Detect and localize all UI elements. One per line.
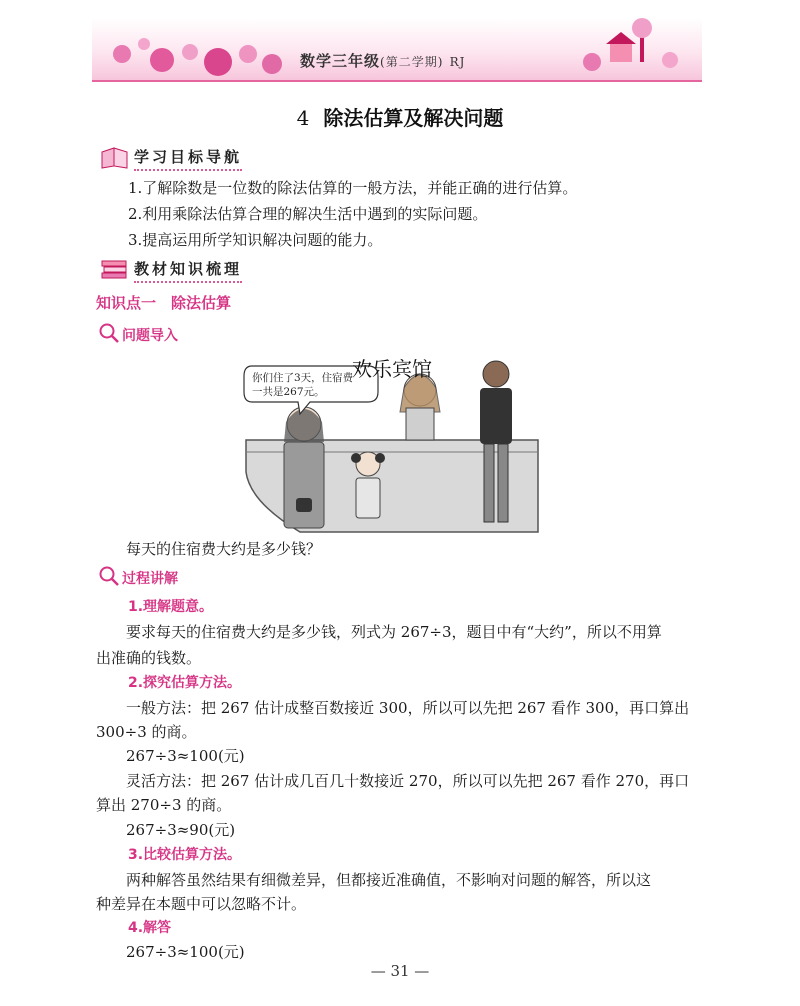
step-1-title: 1.理解题意。 <box>128 599 214 615</box>
knowledge-point-title: 知识点一 除法估算 <box>96 294 232 312</box>
tree-decoration-right <box>583 18 678 71</box>
step-1-text-b: 出准确的钱数。 <box>96 649 202 667</box>
step-2-general-a: 一般方法：把 267 估计成整百数接近 300，所以可以先把 267 看作 300，再口算出 <box>126 699 690 717</box>
flower-decoration-left <box>113 38 282 76</box>
book-title: 数学三年级 <box>300 52 381 70</box>
step-2-general-equation: 267÷3≈100(元) <box>126 747 245 765</box>
magnifier-icon <box>98 322 120 344</box>
section-goals-title: 学习目标导航 <box>134 146 242 171</box>
goal-item-1: 1.了解除数是一位数的除法估算的一般方法，并能正确的进行估算。 <box>128 179 578 197</box>
header-title <box>300 50 465 71</box>
step-2-title: 2.探究估算方法。 <box>128 675 242 691</box>
step-3-text-b: 种差异在本题中可以忽略不计。 <box>96 895 307 913</box>
step-2-general-b: 300÷3 的商。 <box>96 723 197 741</box>
banner-decoration <box>92 14 702 82</box>
page-number: — 31 — <box>370 962 430 980</box>
books-stack-icon <box>100 257 130 281</box>
hotel-illustration <box>240 352 550 537</box>
bubble-text-line1: 你们住了3天，住宿费 <box>252 372 354 384</box>
bubble-text-line2: 一共是267元。 <box>252 386 325 398</box>
goal-item-2: 2.利用乘除法估算合理的解决生活中遇到的实际问题。 <box>128 205 488 223</box>
edition-label: RJ <box>449 55 466 69</box>
book-icon <box>100 146 130 170</box>
hotel-sign: 欢乐宾馆 <box>352 357 432 381</box>
intro-label: 问题导入 <box>122 328 178 344</box>
step-2-flex-equation: 267÷3≈90(元) <box>126 821 236 839</box>
step-4-equation: 267÷3≈100(元) <box>126 943 245 961</box>
magnifier-icon-2 <box>98 565 120 587</box>
process-label: 过程讲解 <box>122 571 178 587</box>
goal-item-3: 3.提高运用所学知识解决问题的能力。 <box>128 231 383 249</box>
step-2-flex-b: 算出 270÷3 的商。 <box>96 796 232 814</box>
step-3-text-a: 两种解答虽然结果有细微差异，但都接近准确值，不影响对问题的解答，所以这 <box>126 871 652 889</box>
chapter-number: 4 <box>296 106 310 130</box>
step-1-text-a: 要求每天的住宿费大约是多少钱，列式为 267÷3，题目中有“大约”，所以不用算 <box>126 623 662 641</box>
section-knowledge-title: 教材知识梳理 <box>134 258 242 283</box>
question-text: 每天的住宿费大约是多少钱？ <box>126 540 322 558</box>
step-4-title: 4.解答 <box>128 920 172 936</box>
step-2-flex-a: 灵活方法：把 267 估计成几百几十数接近 270，所以可以先把 267 看作 270，再口 <box>126 772 690 790</box>
step-3-title: 3.比较估算方法。 <box>128 847 242 863</box>
chapter-name: 除法估算及解决问题 <box>323 106 504 130</box>
term-label: (第二学期) <box>380 55 444 69</box>
chapter-title <box>0 102 800 131</box>
